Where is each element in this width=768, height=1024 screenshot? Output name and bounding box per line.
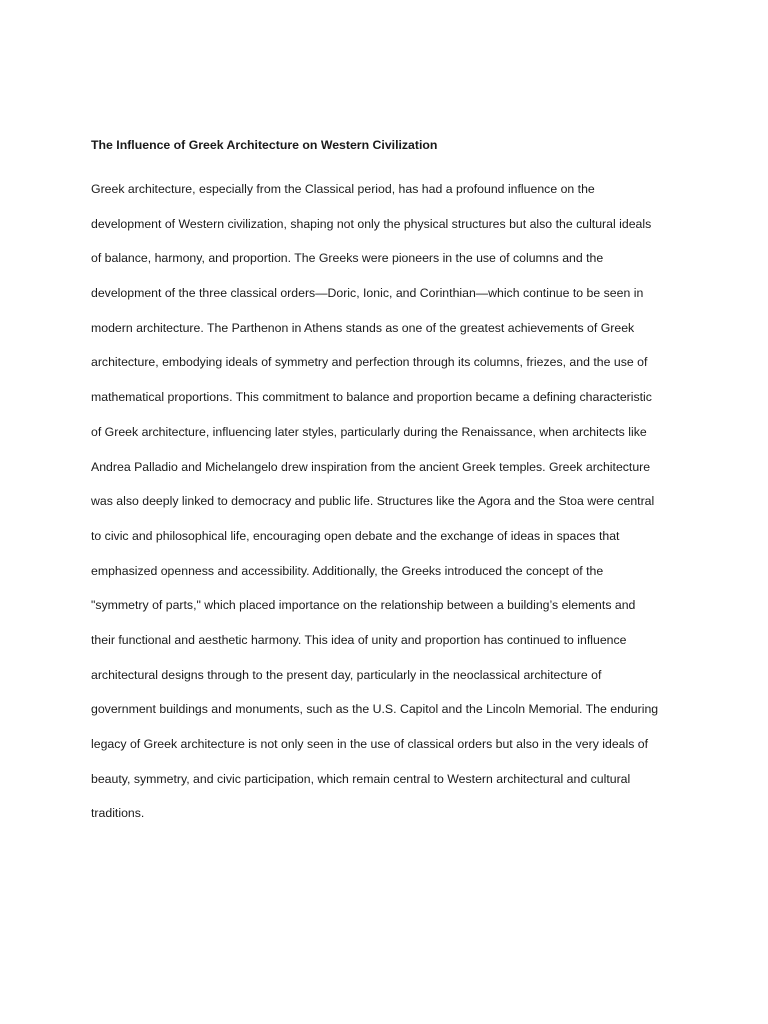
body-line: their functional and aesthetic harmony. This idea of unity and proportion has continued to influence bbox=[91, 632, 627, 647]
body-line: beauty, symmetry, and civic participation, which remain central to Western architectural and cultural bbox=[91, 771, 631, 786]
body-line: architectural designs through to the present day, particularly in the neoclassical architecture of bbox=[91, 667, 602, 682]
body-line: emphasized openness and accessibility. Additionally, the Greeks introduced the concept of the bbox=[91, 563, 604, 578]
body-line: of Greek architecture, influencing later styles, particularly during the Renaissance, when architects like bbox=[91, 424, 647, 439]
document-title: The Influence of Greek Architecture on Western Civilization bbox=[91, 138, 438, 152]
body-line: Andrea Palladio and Michelangelo drew inspiration from the ancient Greek temples. Greek architecture bbox=[91, 459, 651, 474]
body-line: "symmetry of parts," which placed importance on the relationship between a building’s elements and bbox=[91, 598, 636, 613]
body-line: mathematical proportions. This commitment to balance and proportion became a defining characteristic bbox=[91, 390, 652, 405]
body-line: traditions. bbox=[91, 806, 145, 821]
body-line: to civic and philosophical life, encouraging open debate and the exchange of ideas in spaces that bbox=[91, 528, 620, 543]
body-line: was also deeply linked to democracy and public life. Structures like the Agora and the Stoa were central bbox=[91, 494, 655, 509]
body-line: development of Western civilization, shaping not only the physical structures but also the cultural ideals bbox=[91, 216, 652, 231]
body-line: of balance, harmony, and proportion. The Greeks were pioneers in the use of columns and the bbox=[91, 251, 604, 266]
body-line: Greek architecture, especially from the Classical period, has had a profound influence on the bbox=[91, 182, 595, 196]
body-line: architecture, embodying ideals of symmetry and perfection through its columns, friezes, and the use of bbox=[91, 355, 648, 370]
body-line: modern architecture. The Parthenon in Athens stands as one of the greatest achievements of Greek bbox=[91, 320, 635, 335]
body-line: legacy of Greek architecture is not only seen in the use of classical orders but also in the very ideals of bbox=[91, 737, 649, 751]
body-line: development of the three classical orders—Doric, Ionic, and Corinthian—which continue to be seen in bbox=[91, 286, 644, 301]
document-body bbox=[91, 180, 691, 839]
body-line: government buildings and monuments, such as the U.S. Capitol and the Lincoln Memorial. The enduring bbox=[91, 702, 659, 717]
